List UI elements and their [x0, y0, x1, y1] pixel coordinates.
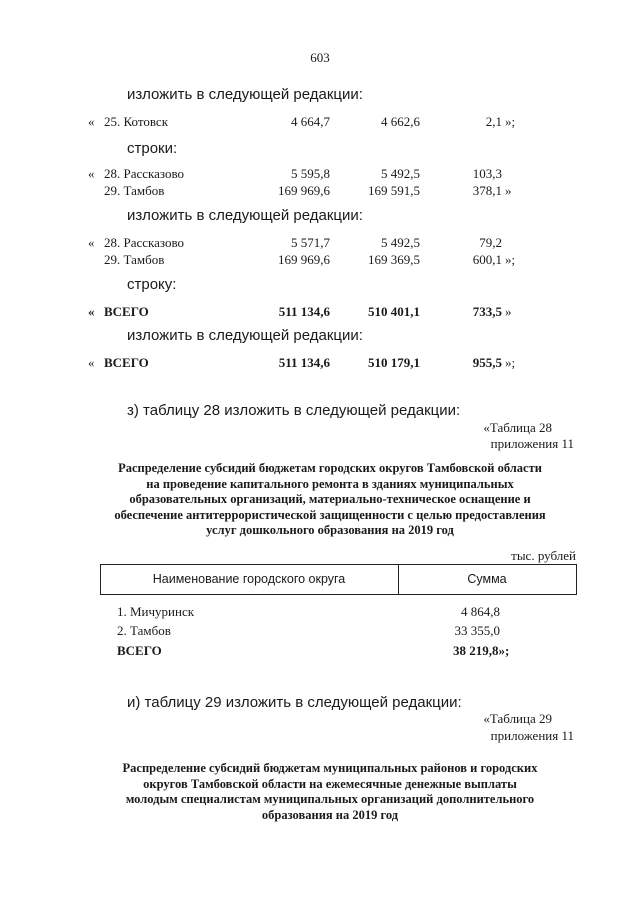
table-number-note: «Таблица 29: [483, 711, 552, 726]
page-number: 603: [310, 50, 330, 65]
row-value-2: 169 591,5: [368, 183, 420, 198]
title-line: на проведение капитального ремонта в зданиях муниципальных: [146, 476, 514, 491]
district-name: 1. Мичуринск: [117, 604, 195, 619]
row-value-2: 5 492,5: [381, 166, 420, 181]
table-border-top: [100, 564, 577, 565]
row-value-1: 5 571,7: [291, 235, 330, 250]
title-line: Распределение субсидий бюджетам муниципальных районов и городских: [122, 761, 538, 775]
title-line: образовательных организаций, материально-техническое оснащение и: [129, 492, 531, 506]
row-value-2: 5 492,5: [381, 235, 420, 250]
quote-mark: «: [88, 355, 95, 370]
row-value-3: 103,3: [472, 166, 502, 181]
row-value-3: 955,5: [472, 355, 502, 370]
title-line: услуг дошкольного образования на 2019 год: [206, 523, 454, 537]
appendix-note: приложения 11: [490, 728, 574, 743]
instruction-text: строки:: [127, 140, 178, 157]
total-label: ВСЕГО: [117, 643, 162, 658]
table-border-bottom: [100, 594, 577, 595]
appendix-note: приложения 11: [490, 436, 574, 451]
quote-mark: «: [88, 235, 95, 250]
total-sum: 38 219,8»;: [453, 643, 510, 658]
row-name: 29. Тамбов: [104, 252, 165, 267]
table-number-note: «Таблица 28: [483, 420, 552, 435]
row-value-3: 378,1: [472, 183, 502, 198]
row-value-3: 733,5: [472, 304, 502, 319]
row-name: ВСЕГО: [104, 304, 149, 319]
table-border-right: [576, 564, 577, 594]
row-value-2: 4 662,6: [381, 114, 420, 129]
quote-mark: «: [88, 166, 95, 181]
table-title: [110, 461, 550, 539]
section-intro: з) таблицу 28 изложить в следующей редакции:: [127, 402, 461, 419]
row-name: 25. Котовск: [104, 114, 169, 129]
instruction-text: изложить в следующей редакции:: [127, 86, 363, 103]
quote-end: »: [505, 183, 512, 198]
row-value-1: 511 134,6: [278, 355, 330, 370]
district-sum: 4 864,8: [461, 604, 500, 619]
row-value-1: 5 595,8: [291, 166, 330, 181]
title-line: обеспечение антитеррористической защищенности с целью предоставления: [114, 507, 546, 522]
row-value-1: 169 969,6: [278, 183, 330, 198]
row-value-1: 4 664,7: [291, 114, 330, 129]
quote-end: »;: [505, 252, 516, 267]
title-line: округов Тамбовской области на ежемесячные денежные выплаты: [143, 776, 517, 791]
instruction-text: изложить в следующей редакции:: [127, 207, 363, 224]
table-title: [110, 761, 550, 823]
quote-end: »;: [505, 114, 516, 129]
instruction-text: изложить в следующей редакции:: [127, 327, 363, 344]
quote-mark: «: [88, 114, 95, 129]
row-value-1: 511 134,6: [278, 304, 330, 319]
units-label: тыс. рублей: [511, 548, 576, 563]
row-value-3: 79,2: [479, 235, 502, 250]
row-value-1: 169 969,6: [278, 252, 330, 267]
row-name: 28. Рассказово: [104, 166, 185, 181]
row-value-2: 510 179,1: [368, 355, 420, 370]
row-name: 28. Рассказово: [104, 235, 185, 250]
row-name: 29. Тамбов: [104, 183, 165, 198]
row-value-3: 600,1: [472, 252, 502, 267]
section-intro: и) таблицу 29 изложить в следующей редакции:: [127, 694, 462, 711]
district-name: 2. Тамбов: [117, 623, 171, 638]
row-value-2: 510 401,1: [368, 304, 420, 319]
quote-mark: «: [88, 304, 95, 319]
quote-end: »: [505, 304, 512, 319]
title-line: молодым специалистам муниципальных организаций дополнительного: [125, 792, 535, 806]
row-value-2: 169 369,5: [368, 252, 420, 267]
column-header-sum: Сумма: [467, 572, 507, 586]
row-value-3: 2,1: [485, 114, 502, 129]
title-line: Распределение субсидий бюджетам городских округов Тамбовской области: [118, 461, 542, 475]
title-line: образования на 2019 год: [261, 807, 399, 822]
row-name: ВСЕГО: [104, 355, 149, 370]
district-sum: 33 355,0: [454, 623, 500, 638]
column-header-name: Наименование городского округа: [152, 572, 346, 586]
instruction-text: строку:: [127, 276, 177, 293]
quote-end: »;: [505, 355, 516, 370]
